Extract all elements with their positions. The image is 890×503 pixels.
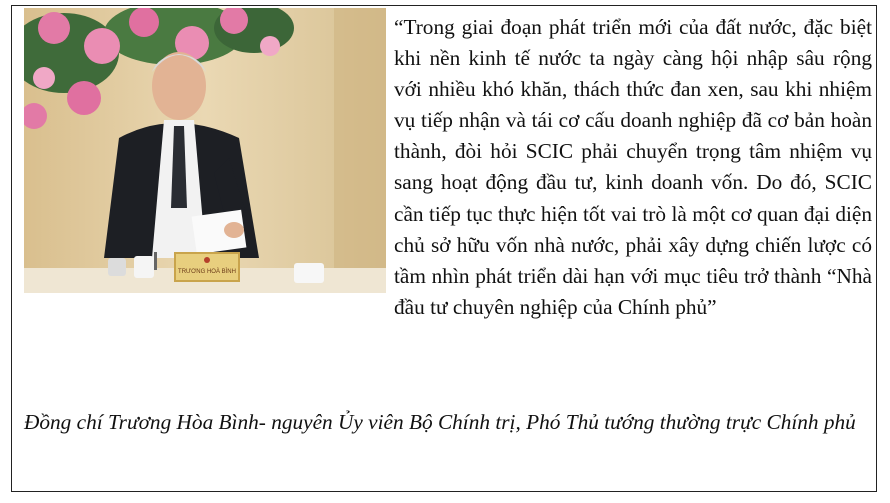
nameplate-text: TRƯƠNG HOÀ BÌNH (178, 269, 236, 275)
quote-text: “Trong giai đoạn phát triển mới của đất nước, đặc biệt khi nền kinh tế nước ta ngày càng hội nhập sâu rộng với nhiều khó khăn, thách thức đan xen, sau khi nhiệm vụ tiếp nhận và tái cơ cấu doanh nghiệp đã cơ bản hoàn thành, đòi hỏi SCIC phải chuyển trọng tâm nhiệm vụ sang hoạt động đầu tư, kinh doanh vốn. Do đó, SCIC cần tiếp tục thực hiện tốt vai trò là một cơ quan đại diện chủ sở hữu vốn nhà nước, phải xây dựng chiến lược có tầm nhìn phát triển dài hạn với mục tiêu trở thành “Nhà đầu tư chuyên nghiệp của Chính phủ” (394, 15, 872, 319)
attribution-text: Đồng chí Trương Hòa Bình- nguyên Ủy viên Bộ Chính trị, Phó Thủ tướng thường trực Chính phủ (24, 410, 856, 434)
quote-box (11, 5, 877, 492)
